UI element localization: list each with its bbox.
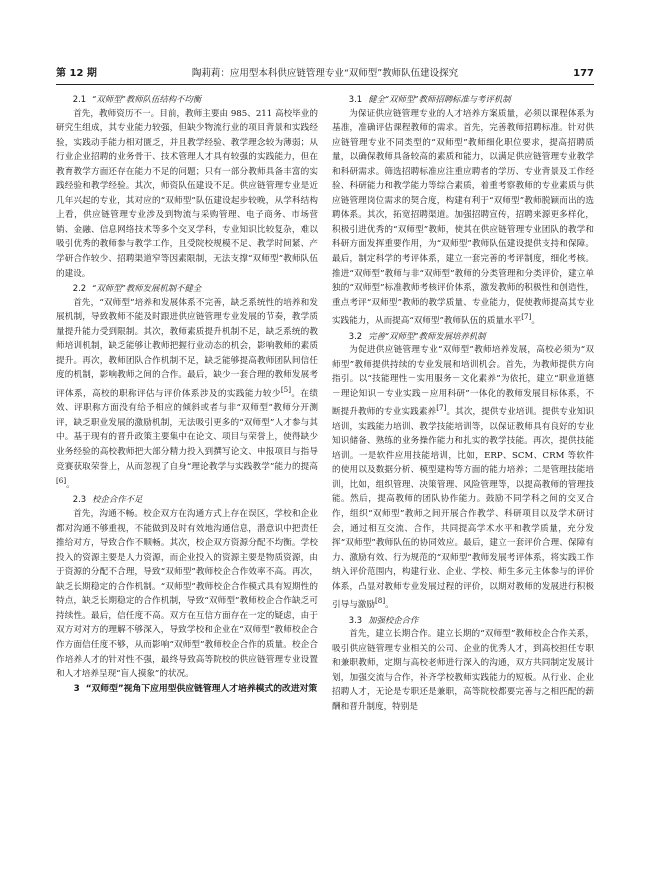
citation: [6] [56,476,67,486]
citation: [5] [280,384,291,394]
subsection-heading-3-1: 3.1 健全“双师型”教师招聘标准与考评机制 [348,94,511,104]
paragraph-2-3: 首先，沟通不畅。校企双方在沟通方式上存在误区，学校和企业都对沟通不够重视，不能做到及时有效地沟通信息，潜意识中把责任推给对方，导致合作不顺畅。其次，校企双方资源分配不均衡。学校投入的资源主要是人力资源，而企业投入的资源主要是物质资源，由于资源的分配不合理，导致“双师型”教师校企合作效率不高。再次，缺乏长期稳定的合作机制。“双师型”教师校企合作模式具有短期性的特点，缺乏长期稳定的合作机制，导致“双师型”教师校企合作缺乏可持续性。最后，信任度不高。双方在互信方面存在一定的疑虑，由于双方对对方的理解不够深入，导致学校和企业在“双师型”教师校企合作方面信任度不够，从而影响“双师型”教师校企合作的质量。校企合作培养人才的针对性不强，最终导致高等院校的供应链管理专业设置和人才培养呈现“盲人摸象”的状况。 [56,509,318,680]
paragraph-3-2: 为促进供应链管理专业“双师型”教师培养发展，高校必须为“双师型”教师提供持续的专业发展和培训机会。首先，为教师提供方向指引。以“技能理性－实用服务－文化素养”为依托，建立“职业道德－理论知识－专业实践－应用科研”一体化的教师发展目标体系，不断提升教师的专业实践素养[7]。其次，提供专业培训。提供专业知识培训，实践能力培训、教学技能培训等，以保证教师具有良好的专业知识储备、熟练的业务操作能力和扎实的教学技能。再次，提供技能培训。一是软件应用技能培训，比如，ERP、SCM、CRM 等软件的使用以及数据分析、模型建构等方面的能力培养；二是管理技能培训，比如，组织管理、决策管理、风险管理等，以提高教师的管理技能。然后，提高教师的团队协作能力。鼓励不同学科之间的交叉合作，组织“双师型”教师之间开展合作教学、科研项目以及学术研讨会，通过相互交流、合作，共同提高学术水平和教学质量，充分发挥“双师型”教师队伍的协同效应。最后，建立一套评价合理、保障有力、激励有效、行为规范的“双师型”教师发展考评体系，将实践工作纳入评价范围内，构建行业、企业、学校、师生多元主体参与的评价体系，凸显对教师专业发展过程的评价，以期对教师的发展进行积极引导与激励[8]。 [332,345,594,611]
subsection-heading-3-2: 3.2 完善“双师型”教师发展培养机制 [348,330,486,341]
running-header [56,66,594,82]
subsection-heading-3-3: 3.3 加强校企合作 [348,614,419,625]
citation: [7] [521,312,532,322]
paragraph-3-3: 首先，建立长期合作。建立长期的“双师型”教师校企合作关系，吸引供应链管理专业相关的公司、企业的优秀人才，到高校担任专职和兼职教师，定期与高校老师进行深入的沟通，双方共同制定发展计划，加强交流与合作，补齐学校教师实践能力的短板。从行业、企业招聘人才，无论是专职还是兼职，高等院校都要完善与之相匹配的薪酬和晋升制度，特别是 [332,629,594,712]
paragraph-2-2: 首先，“双师型”培养和发展体系不完善，缺乏系统性的培养和发展机制，导致教师不能及时跟进供应链管理专业发展的节奏，教学质量提升能力受到限制。其次，教师素质提升机制不足，缺乏系统的教师培训机制，缺乏能够让教师把握行业动态的机会，影响教师的素质提升。再次，教师团队合作机制不足，缺乏能够提高教师团队间信任度的机制，影响教师之间的合作。最后，缺少一套合理的教师发展考评体系，高校的职称评估与评价体系涉及的实践能力较少[5]。在绩效、评职称方面没有给予相应的倾斜或者与非“双师型”教师分开测评，缺乏职业发展的激励机制，无法吸引更多的“双师型”人才参与其中。基于现有的晋升政策主要集中在论文、项目与荣誉上，使得缺少业务经验的高校教师把大部分精力投入到撰写论文、申报项目与指导竞赛获取荣誉上，从而忽视了自身“理论教学与实践教学”能力的提高[6]。 [56,297,318,490]
paragraph-2-1: 首先，教师资历不一。目前，教师主要由 985、211 高校毕业的研究生组成，其专业能力较强，但缺少物流行业的项目背景和实践经验，实践动手能力相对匮乏，并且教学经验、教学理念较为薄弱；从行业企业招聘的业务骨干、技术管理人才具有较强的实践能力，但在教育教学方面还存在能力不足的问题；只有一部分教师具备丰富的实践经验和教学经验。其次，师资队伍建设不足。供应链管理专业是近几年兴起的专业，其对应的“双师型”队伍建设起步较晚，从学科结构上看，供应链管理专业涉及到物流与采购管理、电子商务、市场营销、金融、信息网络技术等多个交叉学科，专业知识比较复杂，难以吸引优秀的教师参与教学工作，且受院校规模不足、教学时间紧、产学研合作较少、招聘渠道窄等因素限制，无法支撑“双师型”教师队伍的建设。 [56,108,318,279]
subsection-heading-2-1: 2.1 “双师型”教师队伍结构不均衡 [72,94,202,104]
issue-label: 第 12 期 [56,68,97,79]
citation: [8] [374,596,386,606]
left-column [56,92,318,868]
running-title: 陶莉莉：应用型本科供应链管理专业“双师型”教师队伍建设探究 [191,68,459,79]
subsection-heading-2-2: 2.2 “双师型”教师发展机制不健全 [72,283,202,294]
paragraph-3-1: 为保证供应链管理专业的人才培养方案质量，必须以课程体系为基准，准确评估课程教师的需求。首先，完善教师招聘标准。针对供应链管理专业不同类型的“双师型”教师细化职位要求，提高招聘质量，以确保教师具备较高的素质和能力，以满足供应链管理专业教学和科研需求。筛选招聘标准应注重应聘者的学历、专业背景及工作经验、科研能力和教学能力等综合素质，着重考察教师的专业素质与供应链管理岗位需求的契合度，构建有利于“双师型”教师脱颖而出的选聘体系。其次，拓宽招聘渠道。加强招聘宣传，招聘来源更多样化，积极引进优秀的“双师型”教师，使其在供应链管理专业团队的教学和科研方面发挥重要作用，为“双师型”教师队伍建设提供支持和保障。最后，制定科学的考评体系，建立一套完善的考评制度，细化考核。推进“双师型”教师与非“双师型”教师的分类管理和分类评价，建立单独的“双师型”标准教师考核评价体系，激发教师的积极性和创造性，重点考评“双师型”教师的教学质量、专业能力，促使教师提高其专业实践能力，从而提高“双师型”教师队伍的质量水平[7]。 [332,108,594,327]
citation: [7] [436,403,447,413]
right-column [332,92,594,868]
section-heading-3: 3 “双师型”视角下应用型供应链管理人才培养模式的改进对策 [73,683,318,694]
subsection-heading-2-3: 2.3 校企合作不足 [72,494,143,505]
page-number: 177 [573,68,594,79]
header-rule [56,84,594,85]
